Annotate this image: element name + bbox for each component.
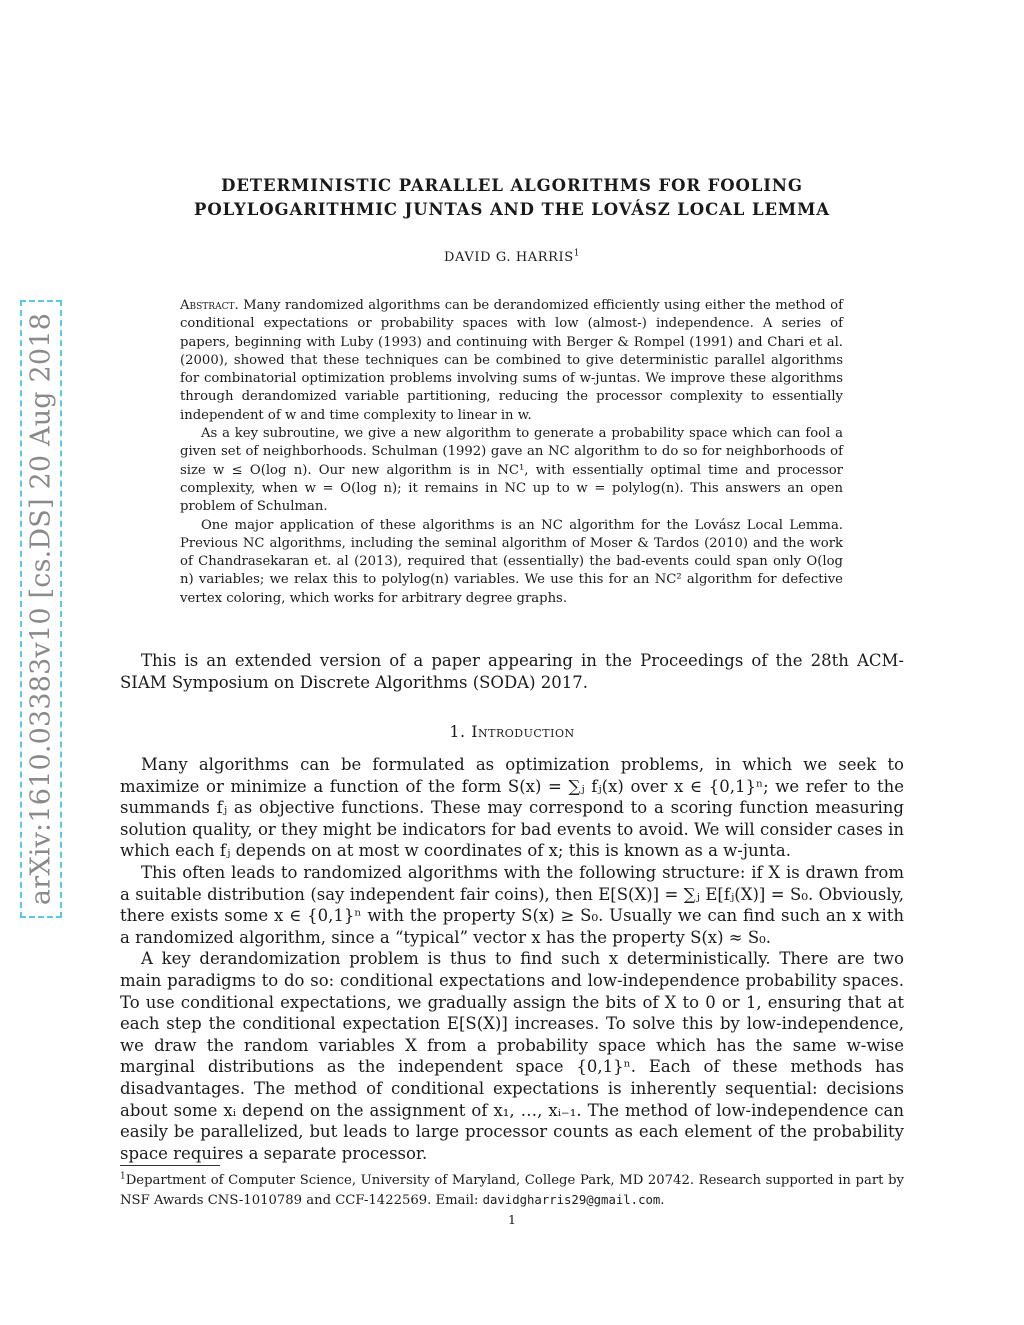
note-text: This is an extended version of a paper appearing in the Proceedings of the 28th ACM-SIAM Symposium on Discrete Algorithms (SODA) 2017. <box>120 651 904 692</box>
footnote-email[interactable]: davidgharris29@gmail.com <box>482 1192 661 1207</box>
abstract-paragraph-1 <box>180 297 843 425</box>
footnote <box>120 1172 904 1210</box>
abstract-paragraph-3: One major application of these algorithms is an NC algorithm for the Lovász Local Lemma. Previous NC algorithms, including the seminal algorithm of Moser & Tardos (2010) and the work of Chandrasekaran et. al (2013), required that (essentially) the bad-events could span only O(log n) variables; we relax this to polylog(n) variables. We use this for an NC² algorithm for defective vertex coloring, which works for arbitrary degree graphs. <box>180 517 843 606</box>
arxiv-stamp <box>20 300 62 918</box>
footnote-text: Department of Computer Science, University of Maryland, College Park, MD 20742. Research supported in part by NSF Awards CNS-1010789 and CCF-1422569. Email: <box>120 1173 904 1208</box>
page-number: 1 <box>508 1212 516 1227</box>
footnote-rule <box>120 1165 220 1166</box>
abstract-text-1: Many randomized algorithms can be derandomized efficiently using either the method of conditional expectations or probability spaces with low (almost-) independence. A series of papers, beginning with Luby (1993) and continuing with Berger & Rompel (1991) and Chari et al. (2000), showed that these techniques can be combined to give deterministic parallel algorithms for combinatorial optimization problems involving sums of w-juntas. We improve these algorithms through derandomized variable partitioning, reducing the processor complexity to essentially independent of w and time complexity to linear in w. <box>180 298 843 423</box>
intro-paragraph-1: Many algorithms can be formulated as optimization problems, in which we seek to maximize or minimize a function of the form S(x) = ∑ⱼ fⱼ(x) over x ∈ {0,1}ⁿ; we refer to the summands fⱼ as objective functions. These may correspond to a scoring function measuring solution quality, or they might be indicators for bad events to avoid. We will consider cases in which each fⱼ depends on at most w coordinates of x; this is known as a w-junta. <box>120 755 904 861</box>
introduction-body <box>120 754 904 1164</box>
abstract-label: Abstract. <box>180 298 239 313</box>
footnote-end: . <box>660 1192 665 1208</box>
abstract-paragraph-2: As a key subroutine, we give a new algorithm to generate a probability space which can fool a given set of neighborhoods. Schulman (1992) gave an NC algorithm to do so for neighborhoods of size w ≤ O(log n). Our new algorithm is in NC¹, with essentially optimal time and processor complexity, when w = O(log n); it remains in NC up to w = polylog(n). This answers an open problem of Schulman. <box>180 426 843 515</box>
intro-paragraph-2: This often leads to randomized algorithms with the following structure: if X is drawn from a suitable distribution (say independent fair coins), then E[S(X)] = ∑ⱼ E[fⱼ(X)] = S₀. Obviously, there exists some x ∈ {0,1}ⁿ with the property S(x) ≥ S₀. Usually we can find such an x with a randomized algorithm, since a “typical” vector x has the property S(x) ≈ S₀. <box>120 862 904 947</box>
author-name: DAVID G. HARRIS <box>444 250 574 265</box>
abstract <box>180 297 843 608</box>
author <box>120 250 904 265</box>
extended-version-note <box>120 650 904 694</box>
author-footnote-mark: 1 <box>573 248 580 259</box>
paper-title <box>120 174 904 222</box>
section-heading: 1. Introduction <box>449 722 575 741</box>
intro-paragraph-3: A key derandomization problem is thus to find such x deterministically. There are two main paradigms to do so: conditional expectations and low-independence probability spaces. To use conditional expectations, we gradually assign the bits of X to 0 or 1, ensuring that at each step the conditional expectation E[S(X)] increases. To solve this by low-independence, we draw the random variables X from a probability space which has the same w-wise marginal distributions as the independent space {0,1}ⁿ. Each of these methods has disadvantages. The method of conditional expectations is inherently sequential: decisions about some xᵢ depend on the assignment of x₁, …, xᵢ₋₁. The method of low-independence can easily be parallelized, but leads to large processor counts as each element of the probability space requires a separate processor. <box>120 949 904 1163</box>
title-line-1: DETERMINISTIC PARALLEL ALGORITHMS FOR FOOLING <box>221 176 803 195</box>
footnote-mark: 1 <box>120 1171 126 1182</box>
arxiv-identifier: arXiv:1610.03383v10 [cs.DS] 20 Aug 2018 <box>25 312 57 906</box>
title-line-2: POLYLOGARITHMIC JUNTAS AND THE LOVÁSZ LOCAL LEMMA <box>194 200 830 219</box>
